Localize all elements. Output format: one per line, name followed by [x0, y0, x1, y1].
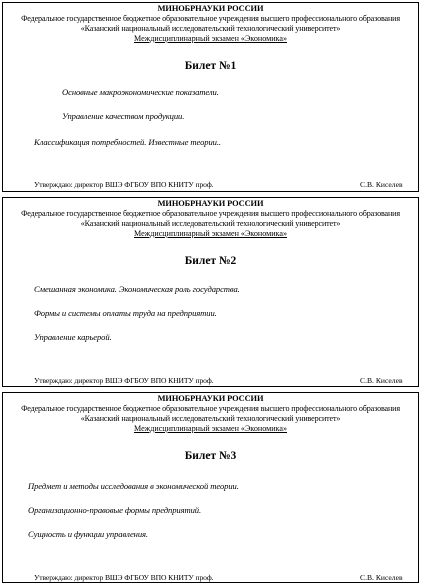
question-2: Управление качеством продукции.: [62, 111, 185, 121]
question-3: Сущность и функции управления.: [28, 529, 148, 539]
ticket-1: [2, 2, 419, 192]
ticket-2: [2, 197, 419, 387]
question-1: Смешанная экономика. Экономическая роль государства.: [34, 284, 240, 294]
ticket-title: Билет №1: [184, 60, 237, 72]
ticket-3: [2, 392, 419, 583]
question-2: Организационно-правовые формы предприятий.: [28, 505, 202, 515]
question-1: Предмет и методы исследования в экономической теории.: [28, 481, 239, 491]
question-3: Управление карьерой.: [34, 332, 112, 342]
exam-name: [3, 229, 418, 238]
exam-name-text: Междисциплинарный экзамен «Экономика»: [133, 424, 288, 433]
approval-line: Утверждаю: директор ВШЭ ФГБОУ ВПО КНИТУ проф.: [34, 180, 214, 189]
signatory-name: С.В. Киселев: [360, 376, 403, 385]
exam-name-text: Междисциплинарный экзамен «Экономика»: [133, 34, 288, 43]
question-1: Основные макроэкономические показатели.: [62, 87, 219, 97]
signatory-name: С.В. Киселев: [360, 573, 403, 582]
question-3: Классификация потребностей. Известные теории..: [34, 137, 221, 147]
signatory-name: С.В. Киселев: [360, 180, 403, 189]
ticket-title: Билет №2: [184, 255, 237, 267]
ministry-heading: МИНОБРНАУКИ РОССИИ: [157, 4, 264, 13]
ticket-title: Билет №3: [184, 450, 237, 462]
exam-name: [3, 424, 418, 433]
approval-line: Утверждаю: директор ВШЭ ФГБОУ ВПО КНИТУ проф.: [34, 573, 214, 582]
ministry-heading: МИНОБРНАУКИ РОССИИ: [157, 394, 264, 403]
question-2: Формы и системы оплаты труда на предприятии.: [34, 308, 217, 318]
exam-name: [3, 34, 418, 43]
organization-name: Федеральное государственное бюджетное образовательное учреждения высшего профессионального образования «Казанский национальный исследовательский технологический университет»: [21, 209, 400, 228]
ministry-heading: МИНОБРНАУКИ РОССИИ: [157, 199, 264, 208]
exam-name-text: Междисциплинарный экзамен «Экономика»: [133, 229, 288, 238]
organization-name: Федеральное государственное бюджетное образовательное учреждения высшего профессионального образования «Казанский национальный исследовательский технологический университет»: [21, 404, 400, 423]
organization-name: Федеральное государственное бюджетное образовательное учреждения высшего профессионального образования «Казанский национальный исследовательский технологический университет»: [21, 14, 400, 33]
approval-line: Утверждаю: директор ВШЭ ФГБОУ ВПО КНИТУ проф.: [34, 376, 214, 385]
